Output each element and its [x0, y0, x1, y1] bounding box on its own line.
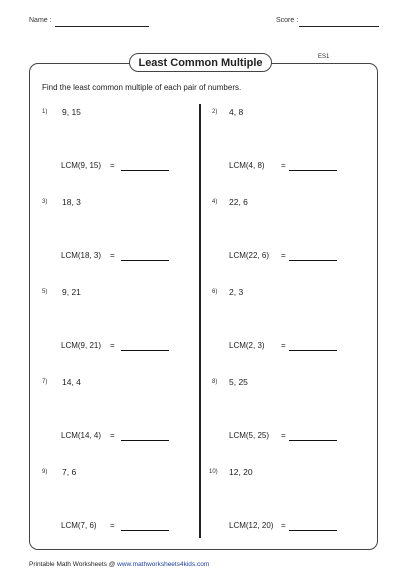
answer-blank[interactable] [289, 260, 337, 261]
equals-sign: = [281, 161, 286, 170]
problem-number: 7) [42, 379, 48, 385]
lcm-label: LCM(14, 4) [61, 431, 102, 440]
equals-sign: = [281, 341, 286, 350]
answer-blank[interactable] [289, 170, 337, 171]
equals-sign: = [110, 431, 115, 440]
name-label: Name : [29, 17, 52, 24]
lcm-label: LCM(9, 15) [61, 161, 102, 170]
equals-sign: = [110, 521, 115, 530]
lcm-label: LCM(5, 25) [229, 431, 270, 440]
answer-blank[interactable] [121, 260, 169, 261]
problem-number: 6) [212, 289, 218, 295]
equals-sign: = [281, 521, 286, 530]
equals-sign: = [281, 251, 286, 260]
problem-pair: 5, 25 [229, 377, 248, 387]
equals-sign: = [110, 341, 115, 350]
problem-number: 8) [212, 379, 218, 385]
lcm-label: LCM(12, 20) [229, 521, 274, 530]
lcm-label: LCM(22, 6) [229, 251, 270, 260]
problem-pair: 9, 21 [62, 287, 81, 297]
answer-blank[interactable] [289, 530, 337, 531]
answer-blank[interactable] [289, 350, 337, 351]
problem-pair: 18, 3 [62, 197, 81, 207]
problem-number: 1) [42, 109, 48, 115]
footer [29, 561, 209, 568]
instructions: Find the least common multiple of each pair of numbers. [42, 83, 242, 92]
problem-pair: 14, 4 [62, 377, 81, 387]
problem-pair: 4, 8 [229, 107, 244, 117]
problem-pair: 2, 3 [229, 287, 244, 297]
footer-link[interactable]: www.mathworksheets4kids.com [117, 561, 210, 568]
name-line [55, 26, 149, 27]
lcm-label: LCM(4, 8) [229, 161, 265, 170]
problem-number: 5) [42, 289, 48, 295]
footer-prefix: Printable Math Worksheets @ [29, 561, 118, 568]
problem-number: 2) [212, 109, 218, 115]
answer-blank[interactable] [121, 350, 169, 351]
problem-pair: 22, 6 [229, 197, 248, 207]
equals-sign: = [281, 431, 286, 440]
lcm-label: LCM(9, 21) [61, 341, 102, 350]
problem-pair: 9, 15 [62, 107, 81, 117]
problem-number: 9) [42, 469, 48, 475]
equals-sign: = [110, 251, 115, 260]
score-line [299, 26, 379, 27]
problem-pair: 12, 20 [229, 467, 253, 477]
column-divider [199, 104, 201, 538]
worksheet-code: ES1 [318, 54, 330, 60]
problem-number: 3) [42, 199, 48, 205]
problem-number: 10) [209, 469, 218, 475]
score-label: Score : [276, 17, 299, 24]
lcm-label: LCM(18, 3) [61, 251, 102, 260]
equals-sign: = [110, 161, 115, 170]
answer-blank[interactable] [121, 530, 169, 531]
answer-blank[interactable] [289, 440, 337, 441]
worksheet-frame [29, 63, 378, 550]
problem-pair: 7, 6 [62, 467, 77, 477]
answer-blank[interactable] [121, 440, 169, 441]
lcm-label: LCM(2, 3) [229, 341, 265, 350]
answer-blank[interactable] [121, 170, 169, 171]
problem-number: 4) [212, 199, 218, 205]
worksheet-title: Least Common Multiple [129, 53, 272, 72]
lcm-label: LCM(7, 6) [61, 521, 97, 530]
